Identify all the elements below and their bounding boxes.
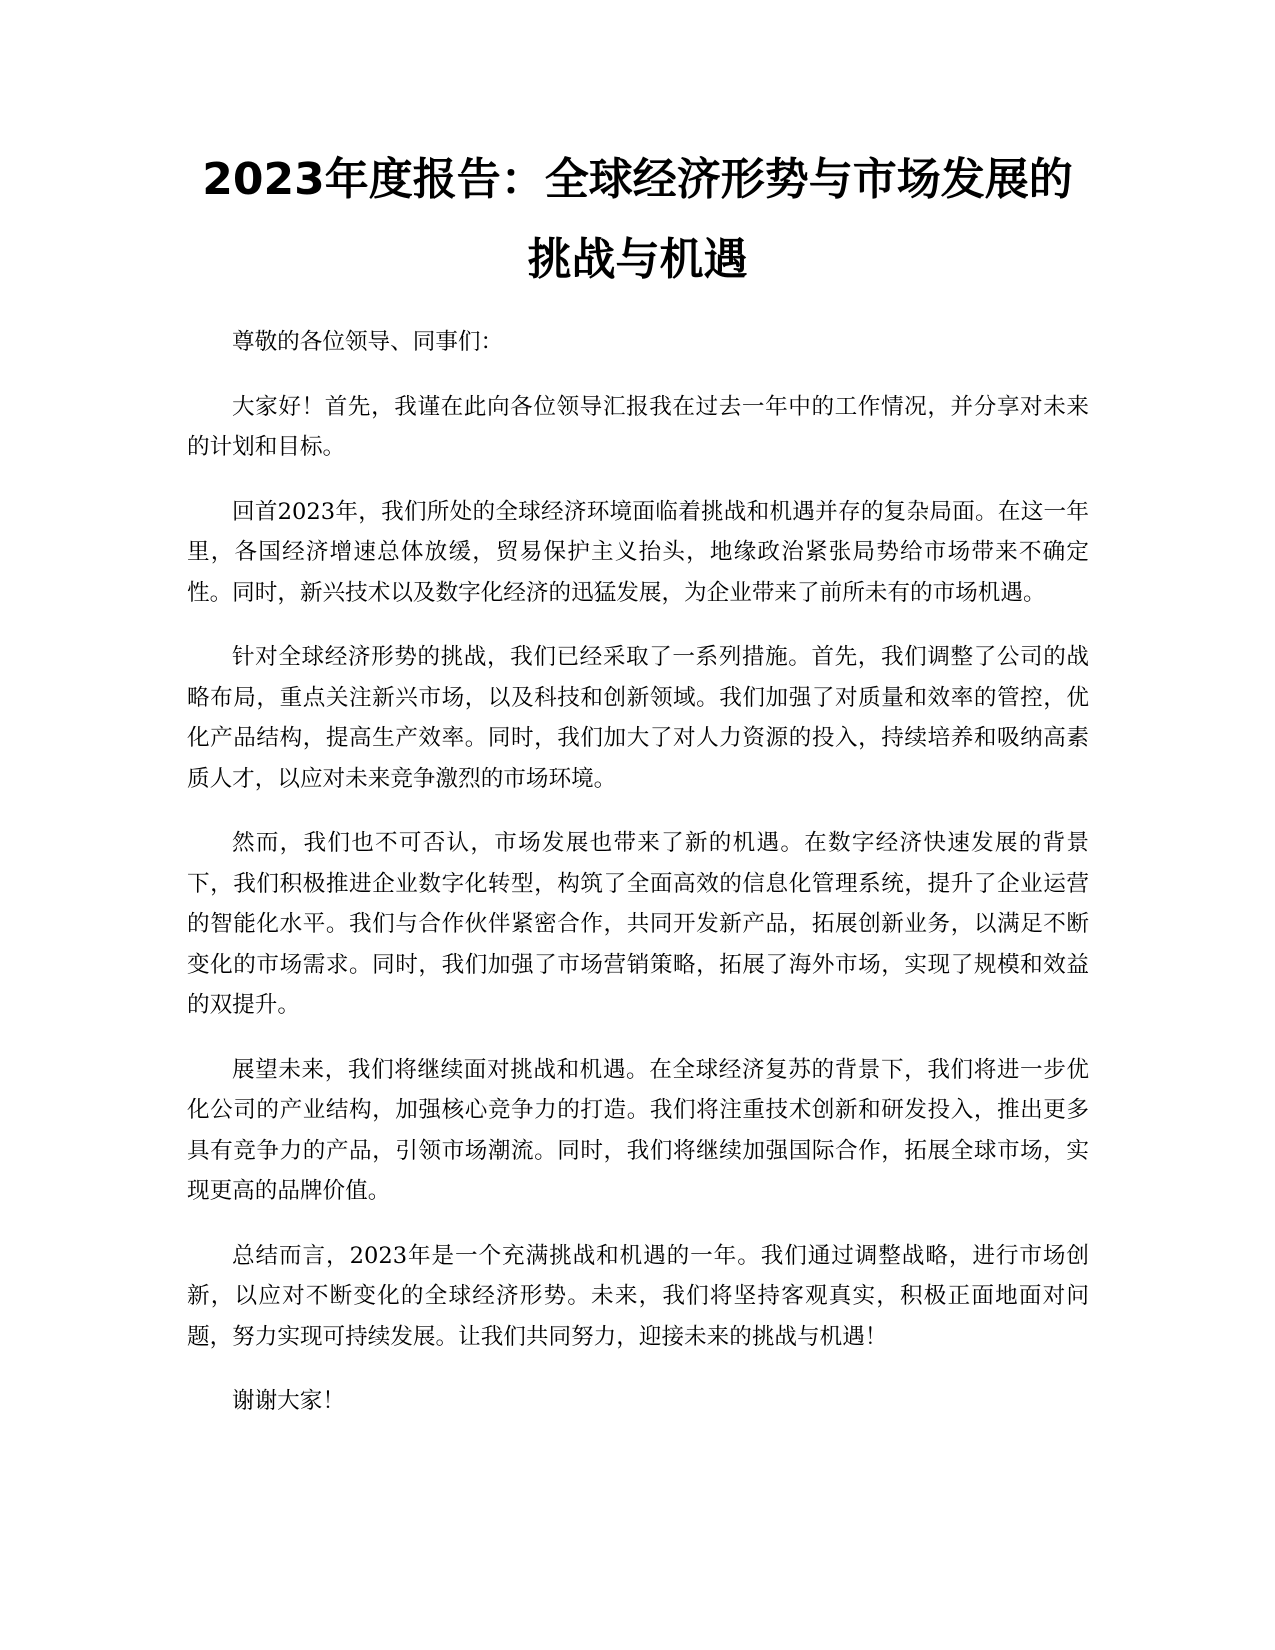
paragraph-6: 总结而言，2023年是一个充满挑战和机遇的一年。我们通过调整战略，进行市场创新，以应对不断变化的全球经济形势。未来，我们将坚持客观真实，积极正面地面对问题，努力实现可持续发展。让我们共同努力，迎接未来的挑战与机遇！ <box>187 1242 1089 1350</box>
paragraph-3: 针对全球经济形势的挑战，我们已经采取了一系列措施。首先，我们调整了公司的战略布局，重点关注新兴市场，以及科技和创新领域。我们加强了对质量和效率的管控，优化产品结构，提高生产效率。同时，我们加大了对人力资源的投入，持续培养和吸纳高素质人才，以应对未来竞争激烈的市场环境。 <box>187 644 1089 792</box>
document-title-line-2: 挑战与机遇 <box>527 234 748 285</box>
document-title-line-1: 2023年度报告：全球经济形势与市场发展的 <box>202 154 1073 205</box>
paragraph-5: 展望未来，我们将继续面对挑战和机遇。在全球经济复苏的背景下，我们将进一步优化公司的产业结构，加强核心竞争力的打造。我们将注重技术创新和研发投入，推出更多具有竞争力的产品，引领市场潮流。同时，我们将继续加强国际合作，拓展全球市场，实现更高的品牌价值。 <box>187 1056 1089 1204</box>
closing: 谢谢大家！ <box>232 1388 345 1414</box>
paragraph-1: 大家好！首先，我谨在此向各位领导汇报我在过去一年中的工作情况，并分享对未来的计划和目标。 <box>187 393 1089 460</box>
salutation: 尊敬的各位领导、同事们： <box>232 329 504 355</box>
paragraph-2: 回首2023年，我们所处的全球经济环境面临着挑战和机遇并存的复杂局面。在这一年里，各国经济增速总体放缓，贸易保护主义抬头，地缘政治紧张局势给市场带来不确定性。同时，新兴技术以及数字化经济的迅猛发展，为企业带来了前所未有的市场机遇。 <box>187 498 1089 606</box>
document-body <box>187 322 1089 1446</box>
paragraph-4: 然而，我们也不可否认，市场发展也带来了新的机遇。在数字经济快速发展的背景下，我们积极推进企业数字化转型，构筑了全面高效的信息化管理系统，提升了企业运营的智能化水平。我们与合作伙伴紧密合作，共同开发新产品，拓展创新业务，以满足不断变化的市场需求。同时，我们加强了市场营销策略，拓展了海外市场，实现了规模和效益的双提升。 <box>187 830 1089 1018</box>
